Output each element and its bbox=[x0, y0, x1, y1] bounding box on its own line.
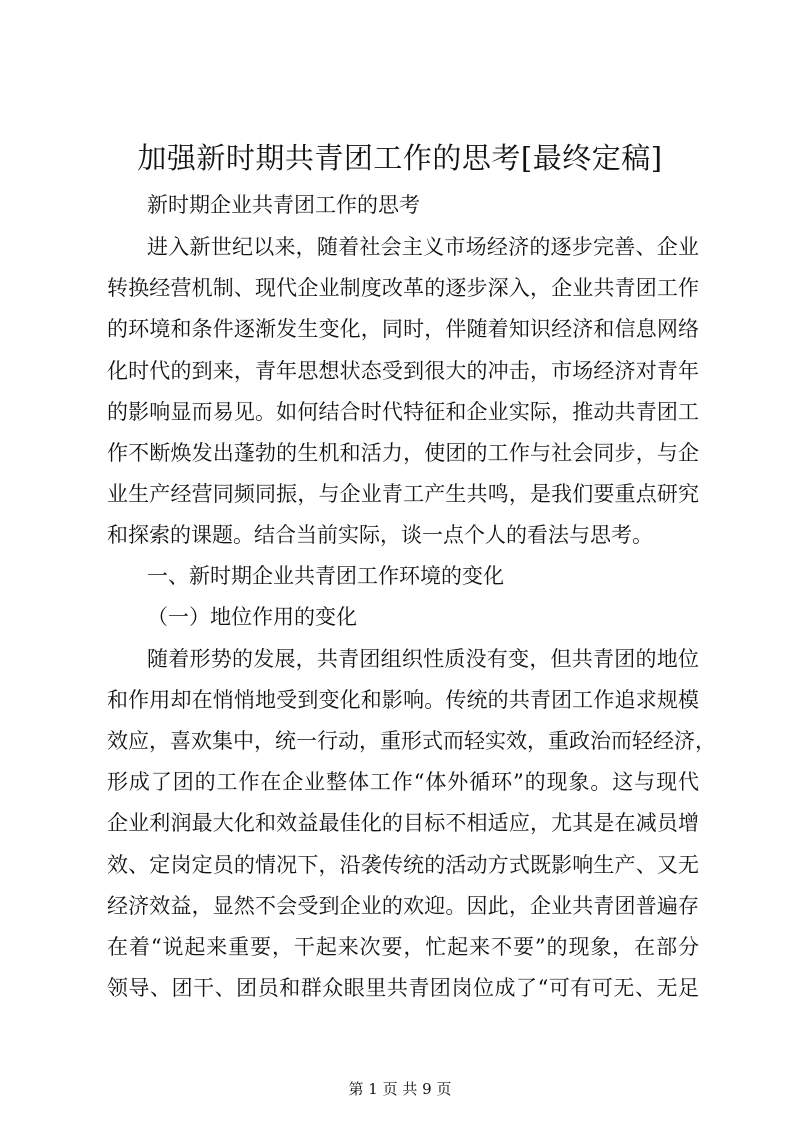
paragraph-line: 转换经营机制、现代企业制度改革的逐步深入，企业共青团工作 bbox=[107, 276, 699, 300]
document-subtitle: 新时期企业共青团工作的思考 bbox=[147, 193, 420, 217]
paragraph-line: 效、定岗定员的情况下，沿袭传统的活动方式既影响生产、又无 bbox=[107, 853, 699, 877]
paragraph-line: 形成了团的工作在企业整体工作“体外循环”的现象。这与现代 bbox=[107, 770, 699, 794]
page-footer: 第 1 页 共 9 页 bbox=[348, 1080, 452, 1098]
paragraph-line: 在着“说起来重要，干起来次要，忙起来不要”的现象，在部分 bbox=[107, 935, 699, 959]
paragraph-line: 业生产经营同频同振，与企业青工产生共鸣，是我们要重点研究 bbox=[107, 482, 699, 506]
paragraph-line: 领导、团干、团员和群众眼里共青团岗位成了“可有可无、无足 bbox=[107, 976, 699, 1000]
paragraph-line: 的环境和条件逐渐发生变化，同时，伴随着知识经济和信息网络 bbox=[107, 317, 699, 341]
paragraph-line: 进入新世纪以来，随着社会主义市场经济的逐步完善、企业 bbox=[147, 235, 699, 259]
paragraph-line: 作不断焕发出蓬勃的生机和活力，使团的工作与社会同步，与企 bbox=[107, 441, 699, 465]
paragraph-line: 化时代的到来，青年思想状态受到很大的冲击，市场经济对青年 bbox=[107, 359, 699, 383]
paragraph-line: 经济效益，显然不会受到企业的欢迎。因此，企业共青团普遍存 bbox=[107, 894, 699, 918]
paragraph-line: 效应，喜欢集中，统一行动，重形式而轻实效，重政治而轻经济， bbox=[107, 729, 716, 753]
subsection-heading: （一）地位作用的变化 bbox=[147, 605, 357, 629]
paragraph-line: 的影响显而易见。如何结合时代特征和企业实际，推动共青团工 bbox=[107, 400, 699, 424]
section-heading: 一、新时期企业共青团工作环境的变化 bbox=[147, 564, 504, 588]
paragraph-line: 随着形势的发展，共青团组织性质没有变，但共青团的地位 bbox=[147, 647, 699, 671]
paragraph-line: 和作用却在悄悄地受到变化和影响。传统的共青团工作追求规模 bbox=[107, 688, 699, 712]
document-title: 加强新时期共青团工作的思考[最终定稿] bbox=[137, 141, 663, 175]
paragraph-line: 企业利润最大化和效益最佳化的目标不相适应，尤其是在减员增 bbox=[107, 811, 699, 835]
paragraph-line: 和探索的课题。结合当前实际，谈一点个人的看法与思考。 bbox=[107, 523, 653, 547]
